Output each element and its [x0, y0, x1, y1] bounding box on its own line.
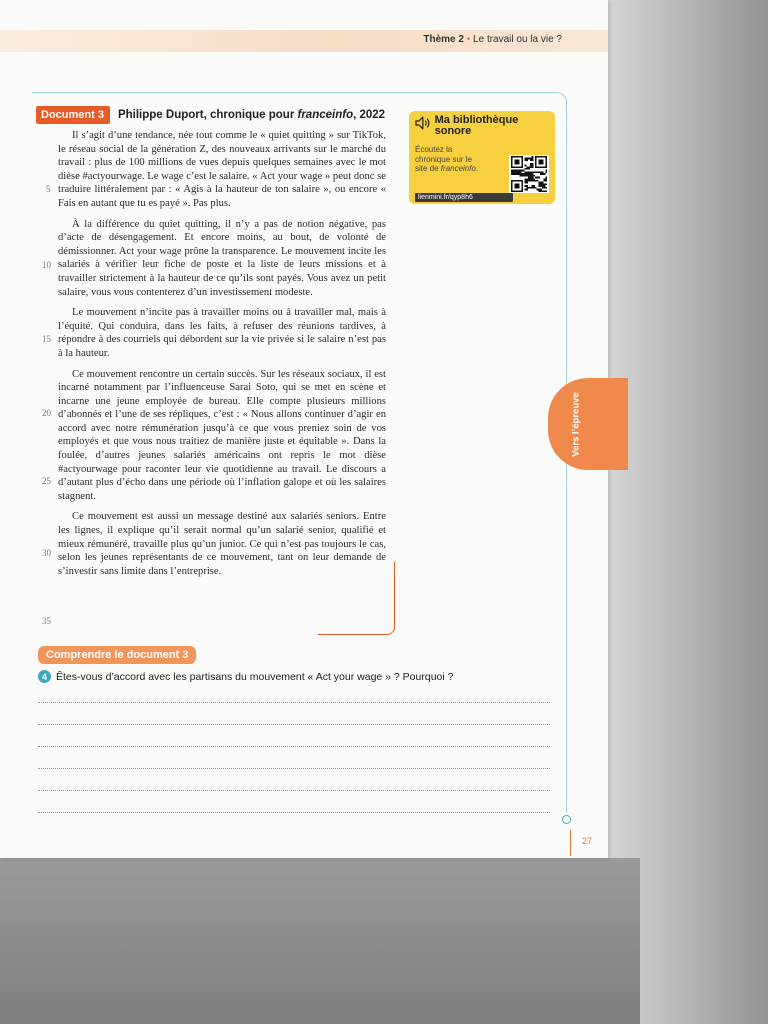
question-number-badge: 4	[38, 670, 51, 683]
audio-link[interactable]: lienmini.fr/qyp8h6	[415, 193, 513, 202]
comprehension-heading: Comprendre le document 3	[38, 646, 196, 664]
audio-desc-suffix: .	[475, 164, 479, 173]
answer-line[interactable]	[38, 746, 550, 747]
paragraph: Il s’agit d’une tendance, née tout comme le « quiet quitting » sur TikTok, le réseau social de la génération Z, des nouveaux arrivants sur le marché du travail : plus de 100 millions de vues depuis quelques semaines avec le mot dièse #actyourwage. Le wage c’est le salaire. « Act your wage » peut donc se traduire littéralement par : « Agis à la hauteur de ton salaire », ou encore « Fais en autant que tu es payé ». Pas plus.	[58, 130, 386, 209]
document-label: Document 3	[36, 106, 110, 124]
audio-library-box	[409, 111, 555, 204]
audio-box-header	[415, 115, 555, 137]
line-number: 5	[46, 184, 51, 194]
line-number: 20	[42, 408, 51, 418]
side-tab-label	[552, 380, 600, 468]
bullet-icon: •	[466, 34, 471, 45]
paragraph: Le mouvement n’incite pas à travailler moins ou à travailler mal, mais à l’équité. Qui conduira, dans les faits, à refuser des réunions tardives, à répondre à des courriels qui débordent sur la vie privée si le salaire n’est pas à la hauteur.	[58, 307, 386, 359]
paragraph: À la différence du quiet quitting, il n’y a pas de notion négative, pas d’acte de désengagement. Et encore moins, au bout, de volonté de démissionner. Act your wage prône la transparence. Le mouvement incite les salariés à vérifier leur fiche de poste et la liste de leurs missions et à travailler strictement à la hauteur de ce qu’ils sont payés. Vous avez un petit salaire, vous vous contenterez d’un investissement modeste.	[58, 218, 386, 298]
speaker-icon	[415, 116, 431, 130]
document-title-year: , 2022	[353, 109, 386, 121]
document-end-bracket	[318, 562, 395, 635]
page-number-rule	[570, 830, 571, 856]
audio-box-title: Ma bibliothèque sonore	[434, 114, 519, 137]
question-text: Êtes-vous d’accord avec les partisans du mouvement « Act your wage » ? Pourquoi ?	[56, 670, 454, 683]
document-body	[58, 129, 386, 585]
frame-end-dot	[562, 815, 571, 824]
qr-code-icon[interactable]	[509, 155, 549, 193]
answer-line[interactable]	[38, 812, 550, 813]
paragraph: Ce mouvement rencontre un certain succès. Sur les réseaux sociaux, il est incarné notamment par l’influenceuse Sarai Soto, qui se met en scène et incarne une jeune employée de bureau. Elle compte plusieurs millions d’abonnés et l’une de ses répliques, c’est : « Nous allons continuer d’agir en accord avec notre rémunération jusqu’à ce que vous preniez soin de vos employés et que vous nous traitiez de manière juste et équitable ». Dans la foulée, d’autres jeunes salariés américains ont repris le mot dièse #actyourwage pour raconter leur vie quotidienne au travail. Le discours a d’autant plus d’écho dans une période où l’inflation galope et où les salaires stagnent.	[58, 368, 386, 502]
answer-line[interactable]	[38, 724, 550, 725]
theme-title: Le travail ou la vie ?	[473, 34, 562, 45]
theme-header	[423, 34, 562, 45]
line-number: 30	[42, 548, 51, 558]
document-title-source: franceinfo	[297, 109, 354, 121]
document-header	[36, 106, 385, 124]
answer-line[interactable]	[38, 790, 550, 791]
audio-desc-prefix: Écoutez la chronique sur le site de	[415, 145, 472, 173]
line-number: 35	[42, 616, 51, 626]
question-item	[38, 670, 453, 683]
document-title	[118, 109, 385, 121]
line-number: 10	[42, 260, 51, 270]
audio-desc-source: franceinfo	[440, 164, 476, 173]
theme-label: Thème 2	[423, 34, 464, 45]
scan-bottom-area	[0, 858, 640, 1024]
line-number: 25	[42, 476, 51, 486]
line-number: 15	[42, 334, 51, 344]
audio-box-description	[415, 145, 485, 174]
page-number: 27	[582, 836, 593, 846]
paragraph: Ce mouvement est aussi un message destiné aux salariés seniors. Entre les lignes, il explique qu’il serait normal qu’un salarié senior, qualifié et mieux rémunéré, travaille plus qu’un junior. Ce qui n’est pas toujours le cas, selon les jeunes représentants de ce mouvement, tant on leur demande de s’investir sans limite dans l’entreprise.	[58, 511, 386, 577]
document-title-prefix: Philippe Duport, chronique pour	[117, 109, 298, 121]
answer-line[interactable]	[38, 702, 550, 703]
answer-line[interactable]	[38, 768, 550, 769]
side-tab-text: Vers l’épreuve	[570, 391, 582, 457]
